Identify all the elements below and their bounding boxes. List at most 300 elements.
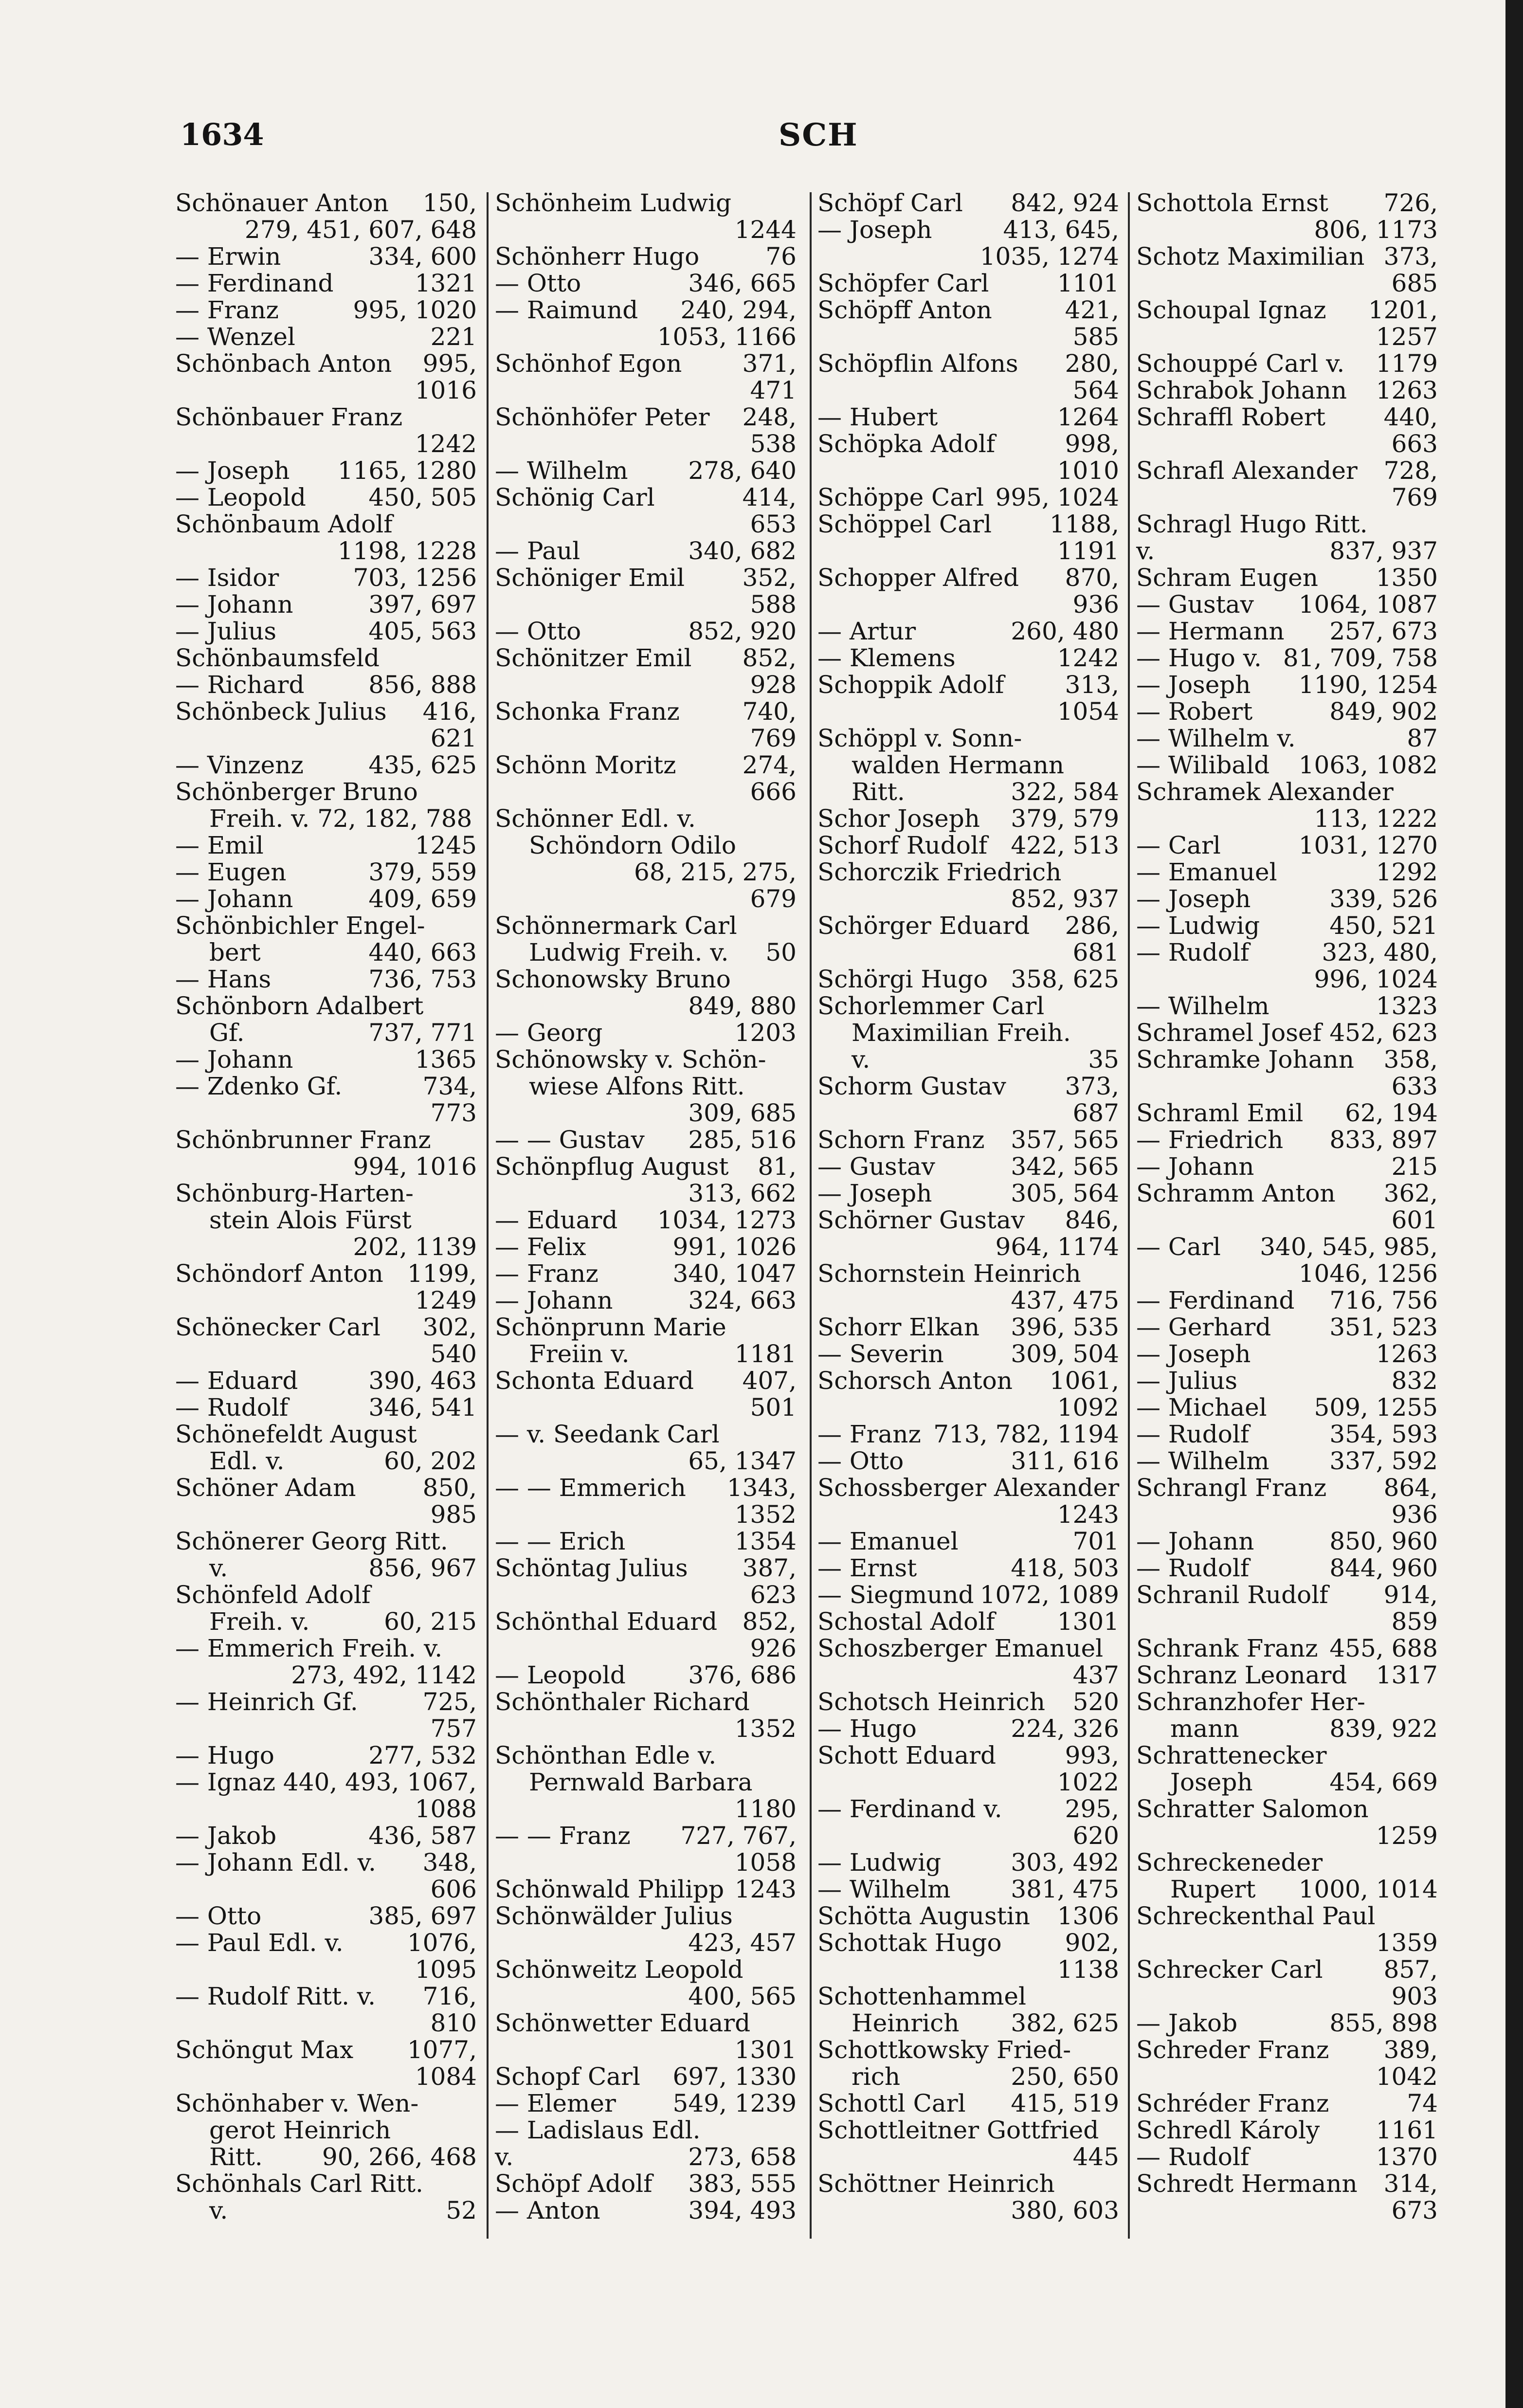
entry-pages: 342, 565 [1011,1152,1119,1181]
entry-name: Schossberger Alexander [817,1474,1120,1502]
entry-pages-continued: 1191 [1057,537,1119,565]
index-entry [1136,297,1438,350]
entry-pages: 74 [1407,2089,1438,2117]
entry-pages: 1063, 1082 [1298,751,1438,779]
entry-name: — Julius [175,617,276,645]
entry-pages: 409, 659 [368,885,477,913]
entry-pages: 334, 600 [368,242,477,271]
index-entry [817,1127,1119,1153]
index-entry [175,1742,477,1769]
entry-name: Schönbaum Adolf [175,510,393,538]
entry-name: — Carl [1136,1233,1221,1261]
index-entry [817,993,1119,1020]
entry-pages: 1064, 1087 [1298,590,1438,619]
index-entry [1136,725,1438,752]
entry-name: Schramel Josef [1136,1019,1322,1047]
entry-pages: 295, [1065,1795,1119,1823]
index-entry [817,1903,1119,1930]
entry-pages: 734, [422,1072,477,1100]
entry-name: Schönbach Anton [175,349,392,378]
index-entry [175,939,477,966]
index-entry [495,1956,797,2010]
entry-pages: 379, 579 [1011,804,1119,833]
entry-pages: 842, 924 [1011,189,1119,217]
entry-pages: 855, 898 [1329,2009,1438,2037]
index-entry [1136,1689,1438,1715]
entry-pages: 1323 [1376,992,1438,1020]
entry-pages: 839, 922 [1329,1715,1438,1743]
index-entry [175,350,477,404]
entry-name: Schranz Leonard [1136,1661,1347,1689]
index-entry [1136,1715,1438,1742]
entry-pages-continued: 380, 603 [1011,2196,1119,2225]
entry-pages: 864, [1383,1474,1438,1502]
entry-pages-continued: 806, 1173 [1314,216,1438,244]
entry-pages-continued: 1022 [1057,1768,1119,1796]
entry-pages-continued: 279, 451, 607, 648 [244,216,477,244]
entry-pages-continued: 1053, 1166 [657,323,797,351]
index-entry [495,2090,797,2117]
index-entry [1136,350,1438,377]
index-entry [817,431,1119,484]
entry-pages: 340, 545, 985, [1260,1233,1438,1261]
entry-name: Schramek Alexander [1136,778,1394,806]
index-entry [175,1555,477,1582]
index-entry [817,672,1119,725]
entry-pages-continued: 1352 [734,1715,797,1743]
entry-name: Schornstein Heinrich [817,1259,1081,1288]
entry-name: Schörner Gustav [817,1206,1025,1234]
entry-name: Schramke Johann [1136,1045,1354,1074]
index-entry [175,1823,477,1849]
entry-name: Schönhof Egon [495,349,682,378]
entry-name: Schoupal Ignaz [1136,296,1326,324]
entry-name: — — Emmerich [495,1474,686,1502]
entry-name: Schoppik Adolf [817,671,1004,699]
entry-name: Schönefeldt August [175,1420,417,1448]
index-entry [1136,2117,1438,2144]
entry-name: — Rudolf [1136,938,1250,967]
index-entry [1136,993,1438,1020]
entry-pages: 62, 194 [1345,1099,1438,1127]
entry-name: — Emmerich Freih. v. [175,1634,443,1662]
entry-name: — Otto [495,617,581,645]
entry-pages: 260, 480 [1011,617,1119,645]
entry-pages-continued: 849, 880 [688,992,797,1020]
entry-pages: 385, 697 [368,1902,477,1930]
index-entry [1136,1769,1438,1796]
index-entry [175,1073,477,1127]
entry-pages: 1242 [1057,644,1119,672]
entry-name: — Anton [495,2196,600,2225]
entry-name: Schönweitz Leopold [495,1955,743,1984]
entry-pages-continued: 769 [750,724,797,752]
entry-name: Schönhaber v. Wen- [175,2089,419,2117]
index-entry [495,832,797,912]
index-entry [495,1046,797,1073]
entry-name: Schonta Eduard [495,1367,694,1395]
entry-pages-continued: 769 [1391,483,1438,511]
index-entry [817,1635,1119,1689]
entry-name: Schönhöfer Peter [495,403,710,431]
entry-name: Schreder Franz [1136,2036,1329,2064]
index-entry [1136,2090,1438,2117]
entry-pages: 998, [1065,430,1119,458]
index-entry [1136,377,1438,404]
index-entry [495,1260,797,1287]
index-entry [495,1528,797,1555]
entry-name: — Johann [1136,1527,1254,1555]
index-entry [175,993,477,1020]
entry-name: Schonowsky Bruno [495,965,731,993]
entry-pages: 1245 [415,831,477,859]
entry-pages-continued: 202, 1139 [353,1233,477,1261]
index-entry [817,2037,1119,2063]
entry-name: — Otto [495,269,581,297]
entry-pages: 1317 [1376,1661,1438,1689]
entry-pages-continued: 1058 [734,1848,797,1877]
index-entry [175,484,477,511]
entry-pages-continued: 936 [1391,1500,1438,1529]
entry-name: — Rudolf Ritt. v. [175,1982,376,2010]
index-entry [817,2063,1119,2090]
entry-name: Schratter Salomon [1136,1795,1369,1823]
entry-name: Edl. v. [209,1447,285,1475]
entry-pages: 87 [1407,724,1438,752]
entry-pages: 280, [1065,349,1119,378]
entry-pages: 373, [1383,242,1438,271]
entry-pages: 52 [446,2196,477,2225]
entry-name: Schorm Gustav [817,1072,1006,1100]
entry-pages-continued: 1359 [1376,1929,1438,1957]
entry-pages-continued: 1054 [1057,697,1119,726]
index-entry [817,1153,1119,1180]
index-entry [1136,1314,1438,1341]
entry-name: Schöndorn Odilo [529,831,736,859]
entry-pages: 844, 960 [1329,1554,1438,1582]
entry-pages: 397, 697 [368,590,477,619]
entry-name: Schöttner Heinrich [817,2170,1055,2198]
entry-name: Gf. [209,1019,245,1047]
entry-pages: 1354 [734,1527,797,1555]
entry-name: Schörgi Hugo [817,965,988,993]
entry-name: gerot Heinrich [209,2116,391,2144]
entry-pages: 727, 767, [680,1822,797,1850]
entry-name: Schöppe Carl [817,483,984,511]
entry-name: Schöpf Adolf [495,2170,653,2198]
entry-name: Schostal Adolf [817,1607,995,1636]
entry-pages: 703, 1256 [353,564,477,592]
entry-name: Schraml Emil [1136,1099,1304,1127]
index-entry [1136,1635,1438,1662]
entry-pages-continued: 681 [1072,938,1119,967]
entry-pages: 81, 709, 758 [1283,644,1438,672]
index-entry [495,404,797,457]
entry-name: Schopf Carl [495,2062,640,2091]
index-column-1 [175,190,477,2224]
index-entry [817,752,1119,779]
entry-name: — Joseph [817,1179,932,1207]
index-entry [817,484,1119,511]
index-entry [1136,1849,1438,1876]
index-entry [495,1689,797,1742]
index-entry [817,1368,1119,1421]
entry-pages: 713, 782, 1194 [933,1420,1119,1448]
entry-pages-continued: 621 [430,724,477,752]
entry-name: wiese Alfons Ritt. [529,1072,745,1100]
index-entry [495,1475,797,1528]
index-entry [175,1582,477,1608]
entry-pages-continued: 928 [750,671,797,699]
index-entry [175,243,477,270]
entry-pages: 991, 1026 [672,1233,797,1261]
entry-pages: 278, 640 [688,456,797,485]
index-entry [1136,1046,1438,1100]
index-entry [495,1368,797,1421]
index-entry [175,1180,477,1207]
index-column-4 [1136,190,1438,2224]
index-entry [175,618,477,645]
index-entry [495,805,797,832]
entry-pages: 389, [1383,2036,1438,2064]
index-entry [175,1368,477,1394]
entry-name: — Johann [1136,1152,1254,1181]
index-entry [1136,859,1438,886]
index-entry [495,190,797,243]
entry-name: — Wenzel [175,323,295,351]
entry-name: — Wilhelm [817,1875,951,1903]
entry-pages: 351, 523 [1329,1313,1438,1341]
index-entry [175,1314,477,1368]
entry-pages: 248, [742,403,797,431]
index-entry [817,1876,1119,1903]
entry-pages-continued: 903 [1391,1982,1438,2010]
index-column-2 [495,190,797,2224]
index-entry [495,1742,797,1769]
index-entry [1136,1234,1438,1287]
entry-name: — — Gustav [495,1126,645,1154]
entry-pages-continued: 926 [750,1634,797,1662]
entry-pages: 1161 [1376,2116,1438,2144]
index-entry [1136,645,1438,672]
entry-pages-continued: 985 [430,1500,477,1529]
entry-pages: 846, [1065,1206,1119,1234]
entry-pages: 76 [765,242,797,271]
entry-pages: 285, 516 [688,1126,797,1154]
entry-pages: 1031, 1270 [1298,831,1438,859]
index-entry [817,1608,1119,1635]
index-entry [817,725,1119,752]
entry-pages: 286, [1065,912,1119,940]
scan-edge [1505,0,1523,2408]
index-entry [495,2063,797,2090]
entry-name: — Hans [175,965,272,993]
index-entry [817,1421,1119,1448]
index-entry [817,805,1119,832]
entry-pages: 736, 753 [368,965,477,993]
index-entry [495,484,797,538]
entry-name: v. [209,2196,228,2225]
index-entry [175,2037,477,2090]
entry-name: Schönthal Eduard [495,1607,718,1636]
section-heading: SCH [779,117,858,153]
entry-pages: 436, 587 [368,1822,477,1850]
entry-pages-continued: 585 [1072,323,1119,351]
entry-pages: 440, 663 [368,938,477,967]
entry-name: — Leopold [495,1661,626,1689]
index-entry [495,1555,797,1608]
index-entry [175,1528,477,1555]
entry-name: — Joseph [175,456,290,485]
entry-pages-continued: 685 [1391,269,1438,297]
entry-name: Schönwald Philipp [495,1875,725,1903]
entry-name: Schrabok Johann [1136,376,1347,404]
entry-name: Schönner Edl. v. [495,804,696,833]
index-entry [175,591,477,618]
entry-name: — Vinzenz [175,751,304,779]
entry-name: Schöppel Carl [817,510,992,538]
entry-pages: 1179 [1376,349,1438,378]
entry-name: — Ladislaus Edl. [495,2116,701,2144]
index-entry [495,2010,797,2063]
entry-pages: 1321 [415,269,477,297]
entry-pages: 852, 920 [688,617,797,645]
entry-name: Schram Eugen [1136,564,1318,592]
entry-name: — Robert [1136,697,1253,726]
entry-pages-continued: 113, 1222 [1314,804,1438,833]
index-entry [495,645,797,698]
entry-name: — Gustav [817,1152,935,1181]
index-entry [1136,886,1438,912]
entry-pages: 852, [742,1607,797,1636]
entry-name: mann [1170,1715,1239,1743]
index-entry [175,1046,477,1073]
index-entry [817,912,1119,966]
index-entry [175,2090,477,2117]
index-entry [175,752,477,779]
entry-name: — Joseph [1136,1340,1251,1368]
entry-name: — Wilhelm v. [1136,724,1296,752]
entry-pages-continued: 1088 [415,1795,477,1823]
entry-name: v. [1136,537,1155,565]
entry-pages: 1190, 1254 [1298,671,1438,699]
entry-pages: 902, [1065,1929,1119,1957]
entry-pages-continued: 423, 457 [688,1929,797,1957]
index-entry [175,779,477,805]
index-entry [175,698,477,752]
index-entry [495,966,797,1020]
entry-name: — Emil [175,831,264,859]
entry-pages-continued: 1301 [734,2036,797,2064]
index-entry [1136,2171,1438,2224]
index-entry [1136,404,1438,457]
entry-pages: 357, 565 [1011,1126,1119,1154]
entry-pages: 455, 688 [1329,1634,1438,1662]
entry-pages: 849, 902 [1329,697,1438,726]
entry-name: Schranzhofer Her- [1136,1688,1365,1716]
index-entry [1136,1903,1438,1956]
index-entry [175,1207,477,1260]
index-entry [817,618,1119,645]
entry-name: Schönpflug August [495,1152,729,1181]
entry-pages: 716, [422,1982,477,2010]
entry-name: Schönerer Georg Ritt. [175,1527,448,1555]
entry-name: Schönprunn Marie [495,1313,726,1341]
index-entry [495,618,797,645]
index-entry [1136,1368,1438,1394]
entry-pages: 340, 1047 [672,1259,797,1288]
entry-pages: 1243 [734,1875,797,1903]
entry-pages-continued: 273, 492, 1142 [291,1661,477,1689]
index-entry [1136,1876,1438,1903]
entry-name: — Otto [175,1902,262,1930]
entry-name: — Siegmund [817,1581,974,1609]
entry-name: — Raimund [495,296,638,324]
entry-name: Schönitzer Emil [495,644,692,672]
index-entry [175,1903,477,1930]
entry-pages: 224, 326 [1011,1715,1119,1743]
index-entry [175,297,477,324]
entry-pages: 1165, 1280 [337,456,477,485]
entry-pages-continued: 810 [430,2009,477,2037]
entry-pages: 422, 513 [1011,831,1119,859]
entry-pages: 726, [1383,189,1438,217]
entry-name: Schraffl Robert [1136,403,1325,431]
entry-name: — Klemens [817,644,956,672]
entry-name: — Ferdinand [175,269,334,297]
entry-name: Schottak Hugo [817,1929,1002,1957]
entry-name: Pernwald Barbara [529,1768,753,1796]
index-entry [175,2117,477,2144]
index-entry [1136,538,1438,565]
index-entry [1136,1555,1438,1582]
entry-name: Schönherr Hugo [495,242,700,271]
entry-name: Schor Joseph [817,804,980,833]
entry-name: Schottkowsky Fried- [817,2036,1071,2064]
entry-name: — Georg [495,1019,603,1047]
entry-name: Schorr Elkan [817,1313,980,1341]
entry-pages-continued: 437 [1072,1661,1119,1689]
index-entry [817,1448,1119,1475]
entry-pages: 454, 669 [1329,1768,1438,1796]
entry-name: — Joseph [817,216,932,244]
entry-name: — Johann Edl. v. [175,1848,376,1877]
entry-pages: 415, 519 [1011,2089,1119,2117]
index-entry [817,1849,1119,1876]
entry-name: Schönhals Carl Ritt. [175,2170,423,2198]
entry-pages: 1034, 1273 [657,1206,797,1234]
entry-name: — Johann [175,590,293,619]
entry-pages: 322, 584 [1011,778,1119,806]
entry-name: — Ferdinand v. [817,1795,1002,1823]
entry-pages: 50 [765,938,797,967]
entry-name: — Emanuel [1136,858,1277,886]
entry-name: — Leopold [175,483,306,511]
index-entry [817,217,1119,270]
entry-pages-continued: 1244 [734,216,797,244]
entry-name: — Felix [495,1233,586,1261]
entry-pages: 362, [1383,1179,1438,1207]
index-entry [817,270,1119,297]
index-entry [817,1796,1119,1849]
entry-name: Schöpka Adolf [817,430,996,458]
entry-name: Schorf Rudolf [817,831,988,859]
entry-name: — Zdenko Gf. [175,1072,343,1100]
index-entry [495,243,797,270]
entry-pages: 1077, [407,2036,477,2064]
entry-pages: 371, [742,349,797,378]
index-entry [817,1180,1119,1207]
